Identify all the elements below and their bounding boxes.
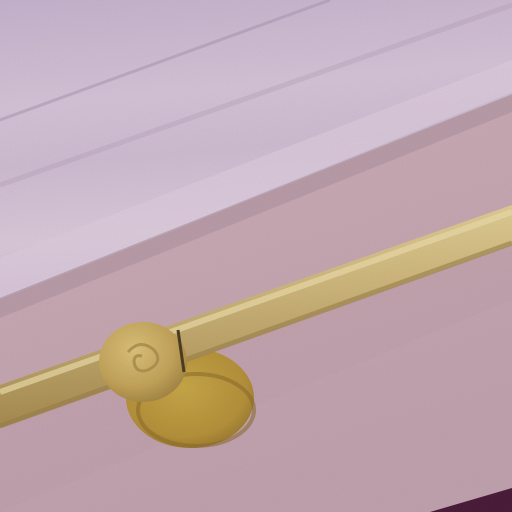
bracket-collar <box>99 322 187 402</box>
